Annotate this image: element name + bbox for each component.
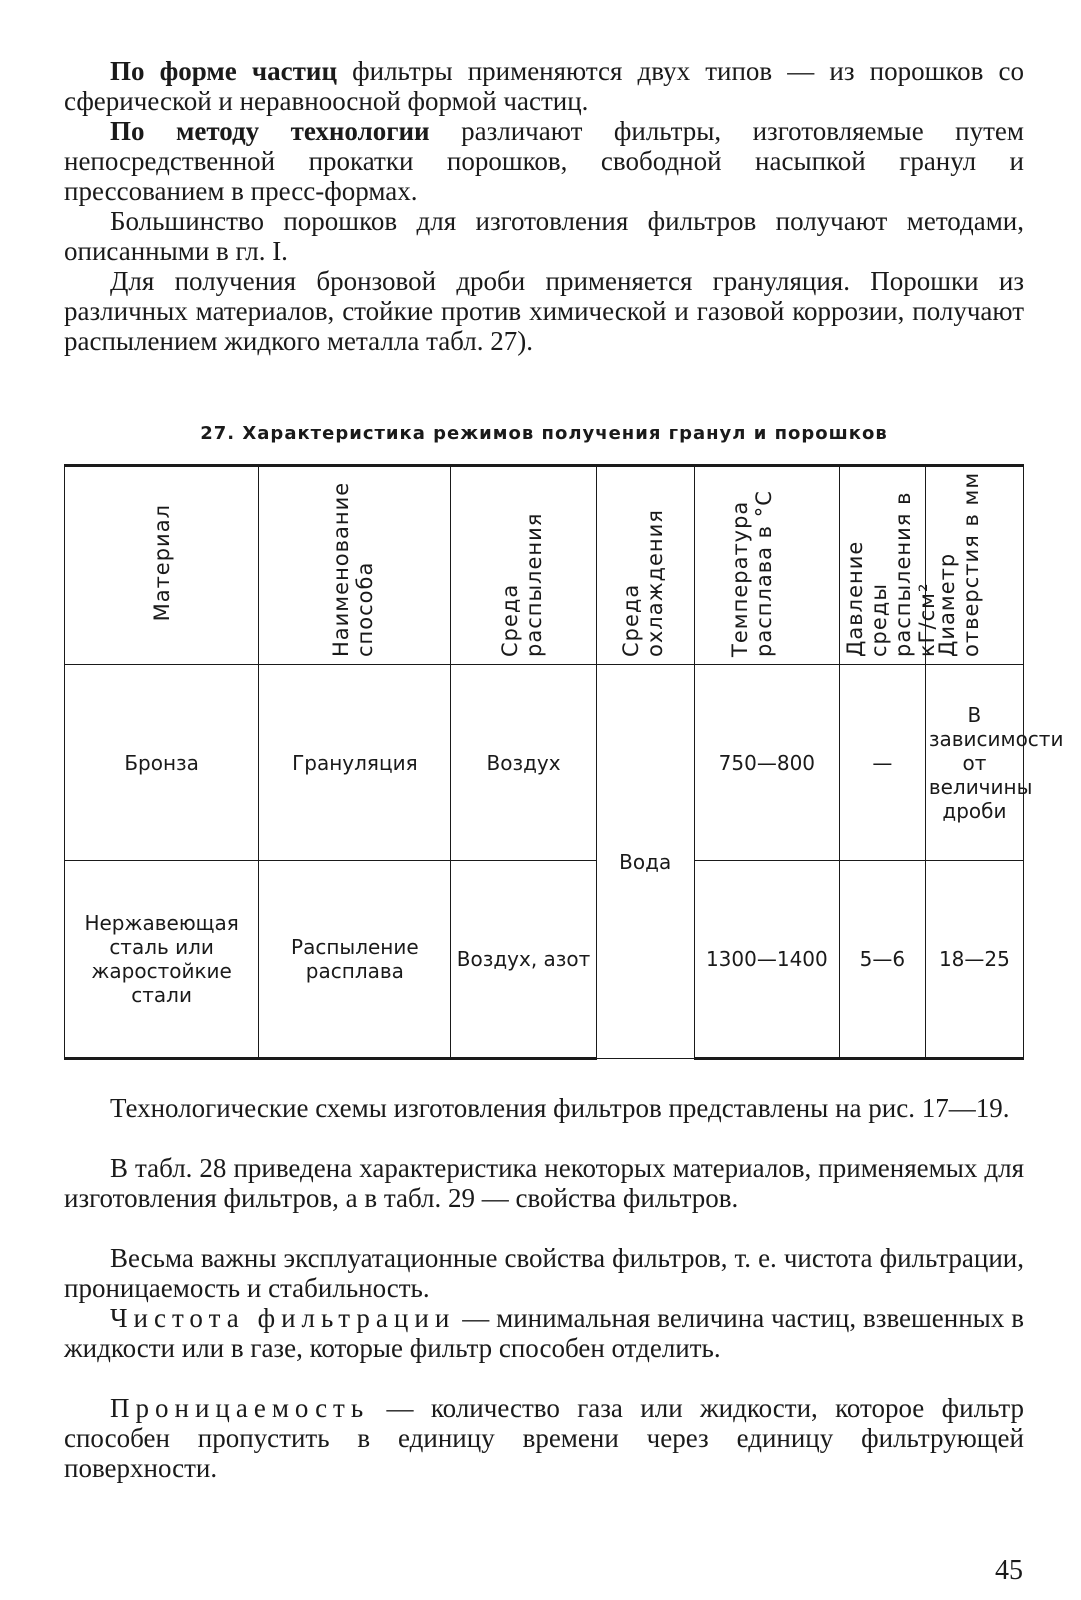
paragraph-technology-method xyxy=(64,116,1024,206)
paragraph-particle-shape xyxy=(64,56,1024,116)
cell-melt-temperature: 750—800 xyxy=(694,665,839,861)
paragraph-bronze-shot xyxy=(64,266,1024,356)
cell-melt-temperature: 1300—1400 xyxy=(694,861,839,1059)
page-number: 45 xyxy=(995,1555,1023,1586)
paragraph-properties xyxy=(64,1243,1024,1303)
cell-cooling-medium: Вода xyxy=(596,665,694,1059)
header-melt-temperature: Температура расплава в °C xyxy=(694,466,839,665)
paragraph-table-refs xyxy=(64,1153,1024,1213)
table-caption: 27. Характеристика режимов получения гранул и порошков xyxy=(200,423,888,444)
paragraph-text: Для получения бронзовой дроби применяется грануляция. Порошки из различных материалов, стойкие против химической и газовой коррозии, получают распылением жидкого металла табл. 27). xyxy=(64,266,1024,356)
paragraph-filtration-purity xyxy=(64,1303,1024,1363)
header-diameter: Диаметр отверстия в мм xyxy=(925,466,1023,665)
paragraph-text: — минимальная величина частиц, взвешенных в жидкости или в газе, которые фильтр способен отделить. xyxy=(64,1303,1024,1363)
spaced-term: Чистота фильтрации xyxy=(110,1303,456,1333)
cell-method: Распыление расплава xyxy=(259,861,451,1059)
cell-spray-medium: Воздух xyxy=(451,665,596,861)
bold-term: По форме частиц xyxy=(110,56,337,86)
header-cooling-medium: Среда охлаждения xyxy=(596,466,694,665)
cell-pressure: — xyxy=(839,665,925,861)
paragraph-text: — количество газа или жидкости, которое фильтр способен пропустить в единицу времени через единицу фильтрующей поверхности. xyxy=(64,1393,1024,1483)
cell-material: Бронза xyxy=(65,665,259,861)
header-method: Наименование способа xyxy=(259,466,451,665)
granule-modes-table xyxy=(64,464,1064,1060)
paragraph-text: фильтры применяются двух типов — из порошков со сферической и неравноосной формой частиц. xyxy=(64,56,1024,116)
paragraph-text: В табл. 28 приведена характеристика некоторых материалов, применяемых для изготовления фильтров, а в табл. 29 — свойства фильтров. xyxy=(64,1153,1024,1213)
table-row xyxy=(65,665,1024,861)
cell-method: Грануляция xyxy=(259,665,451,861)
header-material: Материал xyxy=(65,466,259,665)
cell-pressure: 5—6 xyxy=(839,861,925,1059)
paragraph-text: Весьма важны эксплуатационные свойства фильтров, т. е. чистота фильтрации, проницаемость и стабильность. xyxy=(64,1243,1024,1303)
paragraph-permeability xyxy=(64,1393,1024,1483)
table-row xyxy=(65,861,1024,1059)
cell-spray-medium: Воздух, азот xyxy=(451,861,596,1059)
paragraph-text: различают фильтры, изготовляемые путем непосредственной прокатки порошков, свободной насыпкой гранул и прессованием в пресс-формах. xyxy=(64,116,1025,206)
header-spray-medium: Среда распыления xyxy=(451,466,596,665)
paragraph-powder-methods xyxy=(64,206,1024,266)
paragraph-text: Технологические схемы изготовления фильтров представлены на рис. 17—19. xyxy=(110,1093,1010,1123)
paragraph-tech-schemes xyxy=(64,1093,1024,1123)
cell-diameter: В зависимости от величины дроби xyxy=(925,665,1023,861)
paragraph-text: Большинство порошков для изготовления фильтров получают методами, описанными в гл. I. xyxy=(64,206,1024,266)
header-pressure: Давление среды распыления в кГ/см² xyxy=(839,466,925,665)
cell-diameter: 18—25 xyxy=(925,861,1023,1059)
cell-material: Нержавеющая сталь или жаростойкие стали xyxy=(65,861,259,1059)
spaced-term: Проницаемость xyxy=(110,1393,370,1423)
bold-term: По методу технологии xyxy=(110,116,430,146)
